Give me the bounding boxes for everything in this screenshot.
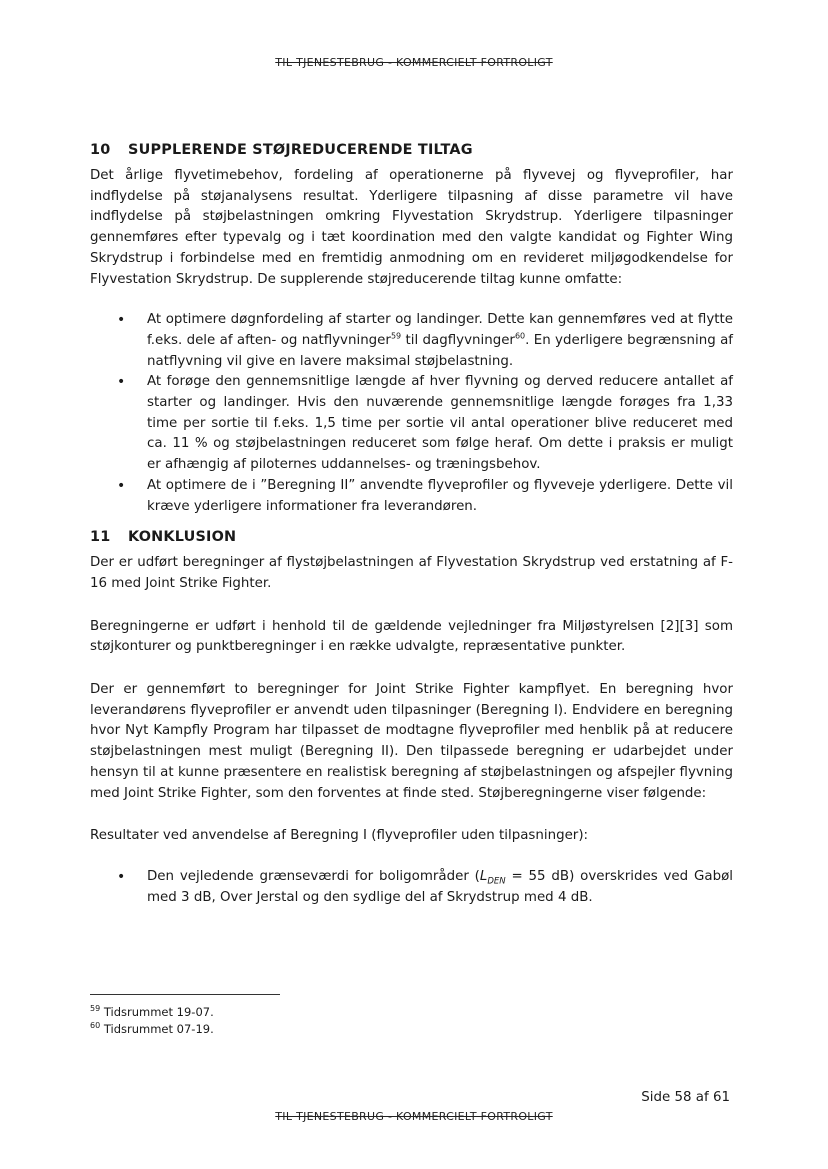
footnote-text: Tidsrummet 19-07. [100,1005,214,1019]
list-item-text: Den vejledende grænseværdi for boligområder ( [147,868,480,884]
list-item [117,372,733,476]
conclusion-paragraph-3: Der er gennemført to beregninger for Joint Strike Fighter kampflyet. En beregning hvor leverandørens flyveprofiler er anvendt uden tilpasninger (Beregning I). Endvidere en beregning hvor Nyt Kampfly Program har tilpasset de modtagne flyveprofiler med henblik på at reducere støjbelastningen mest muligt (Beregning II). Den tilpassede beregning er udarbejdet under hensyn til at kunne præsentere en realistisk beregning af støjbelastningen og afspejler flyvning med Joint Strike Fighter, som den forventes at finde sted. Støjberegningerne viser følgende: [90,682,733,801]
classification-footer: TIL TJENESTEBRUG - KOMMERCIELT FORTROLIGT [275,1110,553,1123]
list-item-text: til dagflyvninger [401,332,515,348]
conclusion-paragraph-4: Resultater ved anvendelse af Beregning I (flyveprofiler uden tilpasninger): [90,828,589,844]
list-item [117,867,733,908]
section-number: 11 [90,529,111,546]
results-list [90,867,733,908]
section-title: SUPPLERENDE STØJREDUCERENDE TILTAG [128,142,473,158]
footnote-ref-59[interactable]: 59 [390,331,402,341]
lden-symbol: L [479,868,488,884]
list-item-text: At forøge den gennemsnitlige længde af hver flyvning og derved reducere antallet af starter og landinger. Hvis den nuværende gennemsnitlige længde forøges fra 1,33 time per sortie til f.eks. 1,5 time per sortie vil antal operationer blive reduceret med ca. 11 % og støjbelastningen reduceret som følge heraf. Om dette i praksis er muligt er afhængig af piloternes uddannelses- og træningsbehov. [147,374,733,473]
footnote-ref-60[interactable]: 60 [514,331,526,341]
page-number: Side 58 af 61 [641,1090,730,1105]
bullet-icon: • [117,868,126,885]
list-item [117,310,734,372]
bullet-icon: • [117,312,126,329]
list-item-text: . En yderligere begrænsning af natflyvning vil give en lavere maksimal støjbelastning. [147,332,734,369]
section-10-heading [90,140,733,160]
list-item-text: At optimere de i ”Beregning II” anvendte flyveprofiler og flyveveje yderligere. Dette vil kræve yderligere informationer fra leverandøren. [147,477,733,514]
document-body [90,140,733,908]
list-item [117,476,733,517]
footnote-number: 59 [90,1004,101,1014]
classification-header: TIL TJENESTEBRUG - KOMMERCIELT FORTROLIGT [275,56,553,69]
footnote-number: 60 [90,1021,101,1031]
footnote-divider [90,994,280,995]
section-10-intro: Det årlige flyvetimebehov, fordeling af operationerne på flyvevej og flyveprofiler, har indflydelse på støjanalysens resultat. Yderligere tilpasning af disse parametre vil have indflydelse på støjbelastningen omkring Flyvestation Skrydstrup. Yderligere tilpasninger gennemføres efter typevalg og i tæt koordination med den valgte kandidat og Fighter Wing Skrydstrup i forbindelse med en fremtidig anmodning om en revideret miljøgodkendelse for Flyvestation Skrydstrup. De supplerende støjreducerende tiltag kunne omfatte: [90,168,733,287]
section-number: 10 [90,142,111,158]
footnote-59 [90,1004,214,1021]
section-title: KONKLUSION [128,529,237,546]
list-item-text: = 55 dB) overskrides ved Gabøl med 3 dB, Over Jerstal og den sydlige del af Skrydstrup med 4 dB. [147,868,733,905]
bullet-icon: • [117,374,126,391]
section-11-heading [90,527,733,547]
footnotes [90,1004,214,1038]
list-item-text: At optimere døgnfordeling af starter og landinger. Dette kan gennemføres ved at flytte f.eks. dele af aften- og natflyvninger [147,312,733,348]
lden-subscript: DEN [487,876,506,887]
measures-list [90,310,733,517]
footnote-text: Tidsrummet 07-19. [100,1022,214,1036]
bullet-icon: • [117,477,126,494]
footnote-60 [90,1021,214,1038]
conclusion-paragraph-1: Der er udført beregninger af flystøjbelastningen af Flyvestation Skrydstrup ved erstatning af F-16 med Joint Strike Fighter. [90,555,733,591]
conclusion-paragraph-2: Beregningerne er udført i henhold til de gældende vejledninger fra Miljøstyrelsen [2][3] som støjkonturer og punktberegninger i en række udvalgte, repræsentative punkter. [90,618,733,655]
